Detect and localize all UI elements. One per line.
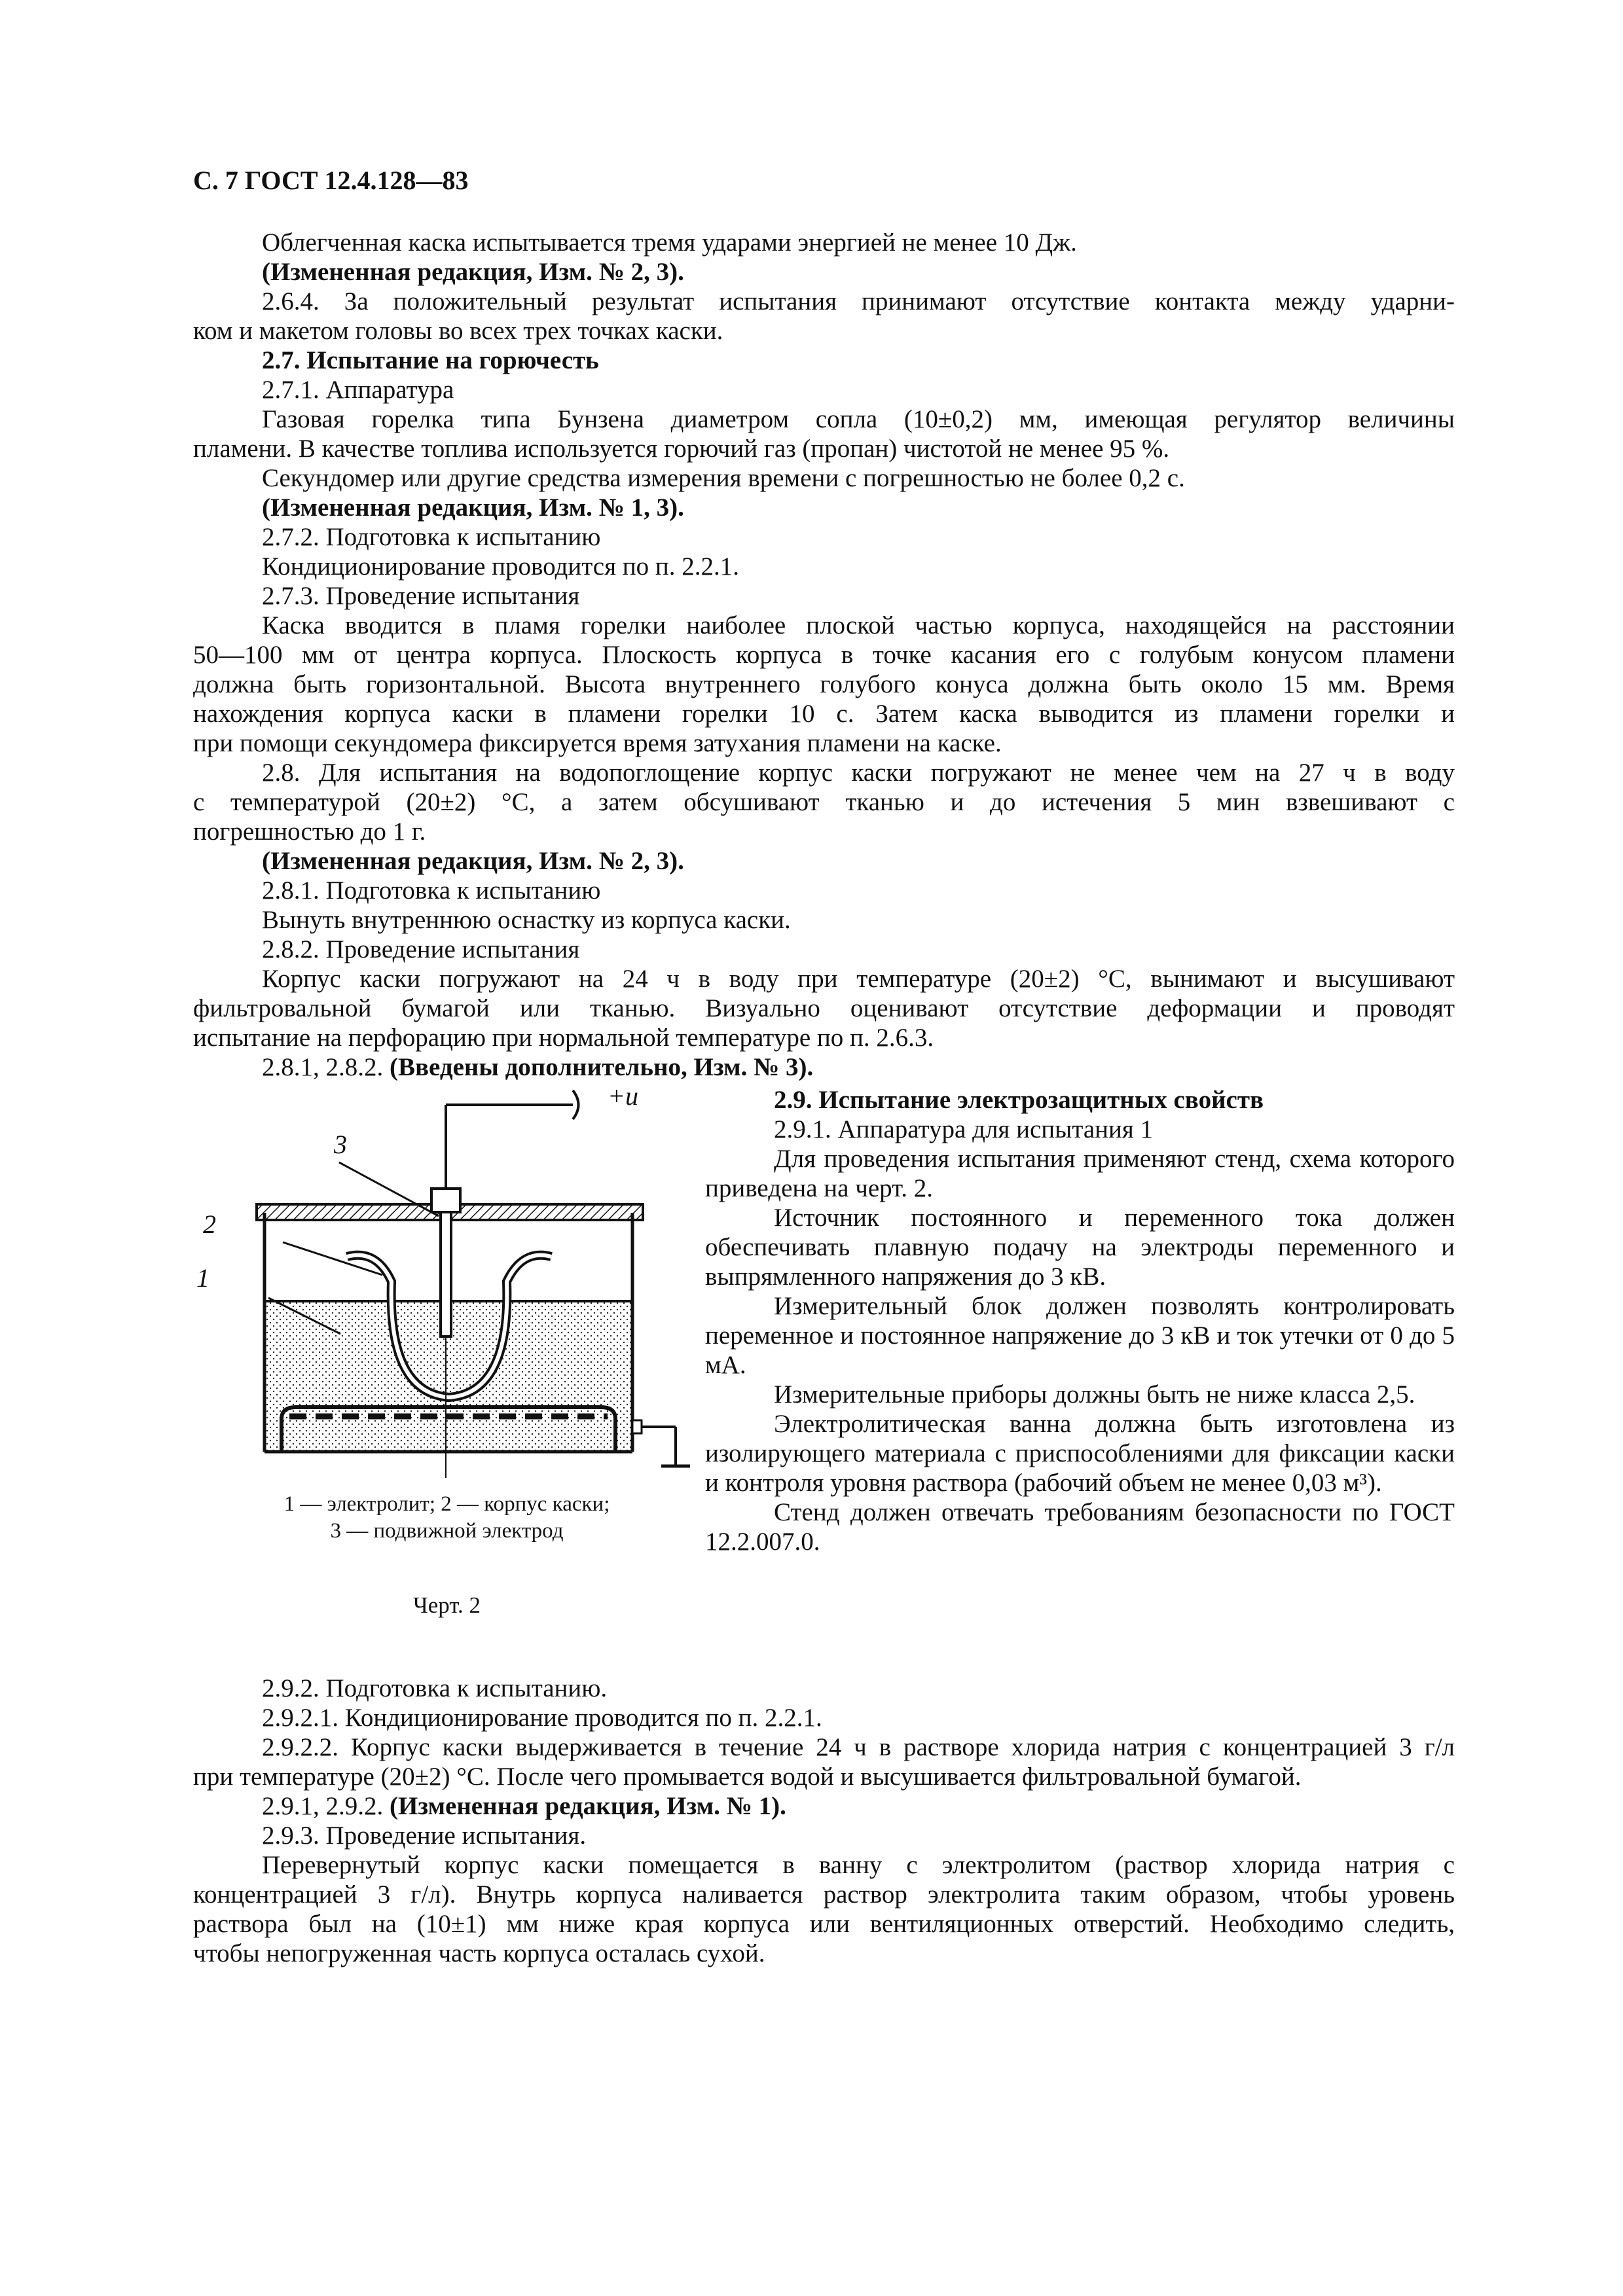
clause-refs: 2.8.1, 2.8.2. [262, 1053, 384, 1081]
subsection-heading: 2.8.2. Проведение испытания [262, 935, 580, 963]
paragraph: раствора был на (10±1) мм ниже края корпуса или вентиляционных отверстий. Необходимо следить, [193, 1910, 1455, 1938]
legend-line: 3 — подвижной электрод [330, 1519, 564, 1543]
amendment-note: (Измененная редакция, Изм. № 1, 3). [262, 493, 684, 522]
amendment-note: (Измененная редакция, Изм. № 1). [390, 1792, 786, 1820]
paragraph: Облегченная каска испытывается тремя ударами энергией не менее 10 Дж. [262, 228, 1077, 257]
figure-2 [193, 1081, 701, 1671]
paragraph: фильтровальной бумагой или тканью. Визуально оценивают отсутствие деформации и проводят [193, 994, 1455, 1022]
legend-line: 1 — электролит; 2 — корпус каски; [283, 1492, 610, 1516]
body-text [193, 228, 1455, 1968]
paragraph: 2.8. Для испытания на водопоглощение корпус каски погружают не менее чем на 27 ч в воду [262, 759, 1455, 787]
paragraph: чтобы непогруженная часть корпуса осталась сухой. [193, 1939, 765, 1967]
paragraph: Источник постоянного и переменного тока должен обеспечивать плавную подачу на электроды переменного и выпрямленного напряжения до 3 кВ. [705, 1204, 1455, 1291]
paragraph: Стенд должен отвечать требованиям безопасности по ГОСТ 12.2.007.0. [705, 1498, 1455, 1556]
paragraph: при помощи секундомера фиксируется время затухания пламени на каске. [193, 729, 1002, 757]
paragraph: 2.9.2.2. Корпус каски выдерживается в течение 24 ч в растворе хлорида натрия с концентрацией 3 г/л [262, 1733, 1455, 1761]
subsection-heading: 2.9.3. Проведение испытания. [262, 1821, 587, 1850]
figure-caption: Черт. 2 [413, 1592, 481, 1618]
subsection-heading: 2.9.1. Аппаратура для испытания 1 [774, 1115, 1154, 1143]
amendment-note: (Введены дополнительно, Изм. № 3). [390, 1053, 814, 1081]
subsection-heading: 2.9.2. Подготовка к испытанию. [262, 1674, 608, 1702]
movable-electrode [441, 1212, 451, 1336]
label-3: 3 [334, 1130, 347, 1159]
subsection-heading: 2.8.1. Подготовка к испытанию [262, 876, 601, 905]
paragraph: Электролитическая ванна должна быть изготовлена из изолирующего материала с приспособлениями для фиксации каски и контроля уровня раствора (рабочий объем не менее 0,03 м³). [705, 1410, 1455, 1497]
right-column [705, 1085, 1455, 1556]
paragraph: Измерительный блок должен позволять контролировать переменное и постоянное напряжение до 3 кВ и ток утечки от 0 до 5 мА. [705, 1292, 1455, 1379]
paragraph: Корпус каски погружают на 24 ч в воду при температуре (20±2) °С, вынимают и высушивают [262, 965, 1455, 993]
paragraph: 2.6.4. За положительный результат испытания принимают отсутствие контакта между ударни- [262, 287, 1455, 315]
subsection-heading: 2.7.2. Подготовка к испытанию [262, 523, 601, 551]
label-2: 2 [203, 1210, 216, 1239]
paragraph: 2.9.2.1. Кондиционирование проводится по п. 2.2.1. [262, 1704, 822, 1732]
paragraph: с температурой (20±2) °С, а затем обсушивают тканью и до истечения 5 мин взвешивают с [193, 788, 1455, 816]
paragraph: концентрацией 3 г/л). Внутрь корпуса наливается раствор электролита таким образом, чтобы уровень [193, 1880, 1455, 1909]
section-heading: 2.9. Испытание электрозащитных свойств [774, 1086, 1264, 1114]
paragraph: нахождения корпуса каски в пламени горелки 10 с. Затем каска выводится из пламени горелки и [193, 700, 1455, 728]
paragraph: Секундомер или другие средства измерения времени с погрешностью не более 0,2 с. [262, 464, 1185, 492]
paragraph: Кондиционирование проводится по п. 2.2.1. [262, 552, 740, 581]
amendment-note: (Измененная редакция, Изм. № 2, 3). [262, 847, 684, 875]
paragraph: 50—100 мм от центра корпуса. Плоскость корпуса в точке касания его с голубым конусом пламени [193, 641, 1455, 669]
figure-legend [193, 1491, 701, 1545]
paragraph: Каска вводится в пламя горелки наиболее плоской частью корпуса, находящейся на расстоянии [262, 611, 1455, 639]
ground-terminal [632, 1420, 642, 1433]
paragraph: Перевернутый корпус каски помещается в ванну с электролитом (раствор хлорида натрия с [262, 1851, 1455, 1879]
paragraph: при температуре (20±2) °С. После чего промывается водой и высушивается фильтровальной бумагой. [193, 1763, 1302, 1791]
label-plus-u: +u [608, 1081, 638, 1111]
subsection-heading: 2.7.1. Аппаратура [262, 376, 454, 404]
amendment-line [193, 1052, 1455, 1082]
paragraph: Измерительные приборы должны быть не ниже класса 2,5. [774, 1380, 1415, 1408]
supply-terminal [573, 1090, 579, 1119]
label-1: 1 [196, 1263, 210, 1293]
paragraph: Вынуть внутреннюю оснастку из корпуса каски. [262, 906, 791, 934]
amendment-note: (Измененная редакция, Изм. № 2, 3). [262, 258, 684, 286]
test-stand-diagram [242, 1085, 701, 1478]
paragraph: Для проведения испытания применяют стенд, схема которого приведена на черт. 2. [705, 1145, 1455, 1202]
clause-refs: 2.9.1, 2.9.2. [262, 1792, 384, 1820]
figure-and-column [193, 1081, 1455, 1671]
paragraph: должна быть горизонтальной. Высота внутреннего голубого конуса должна быть около 15 мм. Время [193, 670, 1455, 698]
amendment-line [193, 1791, 1455, 1821]
section-heading: 2.7. Испытание на горючесть [262, 346, 599, 374]
paragraph: Газовая горелка типа Бунзена диаметром сопла (10±0,2) мм, имеющая регулятор величины [262, 405, 1455, 433]
paragraph: погрешностью до 1 г. [193, 817, 426, 846]
page-header: С. 7 ГОСТ 12.4.128—83 [193, 166, 469, 195]
paragraph: пламени. В качестве топлива используется горючий газ (пропан) чистотой не менее 95 %. [193, 435, 1170, 463]
subsection-heading: 2.7.3. Проведение испытания [262, 582, 580, 610]
electrode-holder [431, 1189, 460, 1212]
paragraph: испытание на перфорацию при нормальной температуре по п. 2.6.3. [193, 1024, 934, 1052]
paragraph: ком и макетом головы во всех трех точках каски. [193, 317, 723, 345]
